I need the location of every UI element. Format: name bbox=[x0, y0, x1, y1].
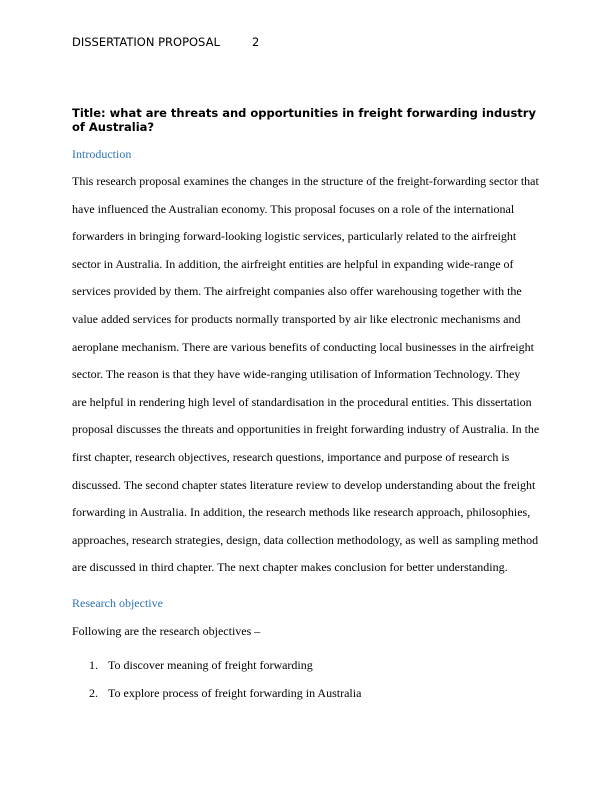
objectives-lead-text: Following are the research objectives – bbox=[72, 624, 261, 638]
paragraph-line: have influenced the Australian economy. This proposal focuses on a role of the international bbox=[72, 201, 515, 216]
introduction-paragraph bbox=[72, 168, 542, 582]
document-title: Title: what are threats and opportunities in freight forwarding industry of Australia? bbox=[72, 106, 536, 134]
paragraph-line: value added services for products normally transported by air like electronic mechanisms and bbox=[72, 311, 521, 326]
paragraph-line: This research proposal examines the changes in the structure of the freight-forwarding sector that bbox=[72, 174, 539, 188]
running-head: DISSERTATION PROPOSAL bbox=[72, 35, 220, 49]
list-number: 1. bbox=[89, 658, 98, 672]
paragraph-line: approaches, research strategies, design, data collection methodology, as well as sampling method bbox=[72, 532, 539, 547]
paragraph-line: services provided by them. The airfreight companies also offer warehousing together with the bbox=[72, 284, 522, 299]
page-number: 2 bbox=[252, 35, 260, 49]
paragraph-line: sector. The reason is that they have wide-ranging utilisation of Information Technology. They bbox=[72, 367, 521, 382]
paragraph-line: aeroplane mechanism. There are various benefits of conducting local businesses in the airfreight bbox=[72, 339, 534, 354]
list-text: To explore process of freight forwarding in Australia bbox=[108, 686, 362, 700]
research-objective-heading: Research objective bbox=[72, 596, 163, 610]
paragraph-line: forwarders in bringing forward-looking logistic services, particularly related to the airfreight bbox=[72, 229, 517, 244]
paragraph-line: are helpful in rendering high level of standardisation in the procedural entities. This dissertation bbox=[72, 394, 532, 409]
list-number: 2. bbox=[89, 686, 98, 700]
paragraph-line: proposal discusses the threats and opportunities in freight forwarding industry of Australia. In the bbox=[72, 422, 540, 437]
introduction-heading: Introduction bbox=[72, 147, 132, 161]
paragraph-line: sector in Australia. In addition, the airfreight entities are helpful in expanding wide-range of bbox=[72, 256, 514, 271]
page-header bbox=[72, 35, 260, 49]
paragraph-line: forwarding in Australia. In addition, the research methods like research approach, philosophies, bbox=[72, 505, 531, 520]
paragraph-line: are discussed in third chapter. The next chapter makes conclusion for better understanding. bbox=[72, 560, 508, 575]
paragraph-line: discussed. The second chapter states literature review to develop understanding about the freight bbox=[72, 477, 536, 492]
list-text: To discover meaning of freight forwarding bbox=[108, 658, 313, 672]
paragraph-line: first chapter, research objectives, research questions, importance and purpose of research is bbox=[72, 449, 510, 464]
